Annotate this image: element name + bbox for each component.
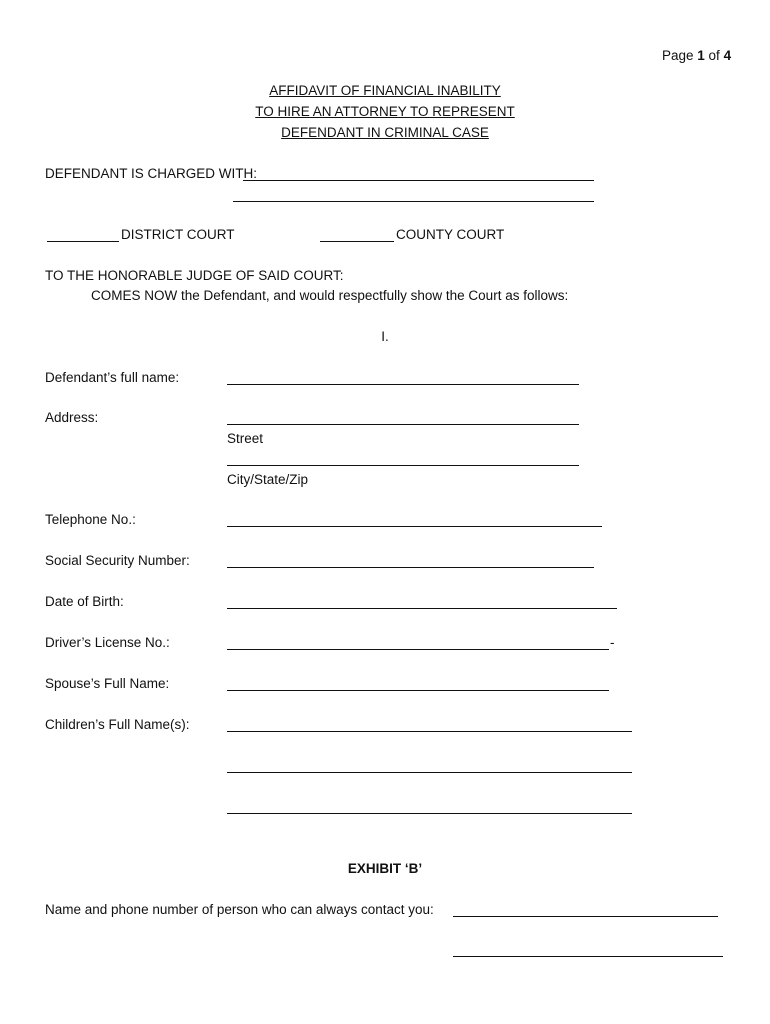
street-field[interactable]	[227, 424, 579, 425]
page-prefix: Page	[662, 48, 698, 63]
district-court-label: DISTRICT COURT	[121, 227, 235, 242]
charged-line-1[interactable]	[243, 180, 594, 181]
section-number: I.	[381, 329, 389, 344]
intro-text: COMES NOW the Defendant, and would respectfully show the Court as follows:	[91, 288, 569, 303]
district-court-line[interactable]	[47, 241, 119, 242]
ssn-field[interactable]	[227, 567, 594, 568]
full-name-label: Defendant’s full name:	[45, 370, 180, 385]
children-field-2[interactable]	[227, 772, 632, 773]
charged-label: DEFENDANT IS CHARGED WITH:	[45, 166, 258, 181]
page-number	[662, 48, 731, 63]
children-field-3[interactable]	[227, 813, 632, 814]
drivers-license-field[interactable]	[227, 649, 609, 650]
telephone-label: Telephone No.:	[45, 512, 136, 527]
address-to-court: TO THE HONORABLE JUDGE OF SAID COURT:	[45, 268, 344, 283]
page-current: 1	[697, 48, 705, 63]
contact-field-1[interactable]	[453, 916, 718, 917]
spouse-label: Spouse’s Full Name:	[45, 676, 170, 691]
title-line-3: DEFENDANT IN CRIMINAL CASE	[281, 125, 489, 140]
street-label: Street	[227, 431, 264, 446]
address-label: Address:	[45, 410, 99, 425]
title-line-2: TO HIRE AN ATTORNEY TO REPRESENT	[255, 104, 515, 119]
page-of: of	[704, 48, 724, 63]
page-total: 4	[723, 48, 732, 63]
spouse-field[interactable]	[227, 690, 609, 691]
telephone-field[interactable]	[227, 526, 602, 527]
contact-field-2[interactable]	[453, 956, 723, 957]
charged-line-2[interactable]	[233, 201, 594, 202]
county-court-line[interactable]	[320, 241, 394, 242]
title-line-1: AFFIDAVIT OF FINANCIAL INABILITY	[269, 83, 501, 98]
exhibit-heading: EXHIBIT ‘B’	[347, 861, 423, 876]
children-field-1[interactable]	[227, 731, 632, 732]
drivers-license-label: Driver’s License No.:	[45, 635, 170, 650]
dob-field[interactable]	[227, 608, 617, 609]
full-name-field[interactable]	[227, 384, 579, 385]
city-state-zip-label: City/State/Zip	[227, 472, 309, 487]
contact-label: Name and phone number of person who can always contact you:	[45, 902, 434, 917]
county-court-label: COUNTY COURT	[396, 227, 505, 242]
city-state-zip-field[interactable]	[227, 465, 579, 466]
ssn-label: Social Security Number:	[45, 553, 190, 568]
dob-label: Date of Birth:	[45, 594, 124, 609]
children-label: Children’s Full Name(s):	[45, 717, 190, 732]
drivers-license-dash: -	[610, 635, 615, 650]
